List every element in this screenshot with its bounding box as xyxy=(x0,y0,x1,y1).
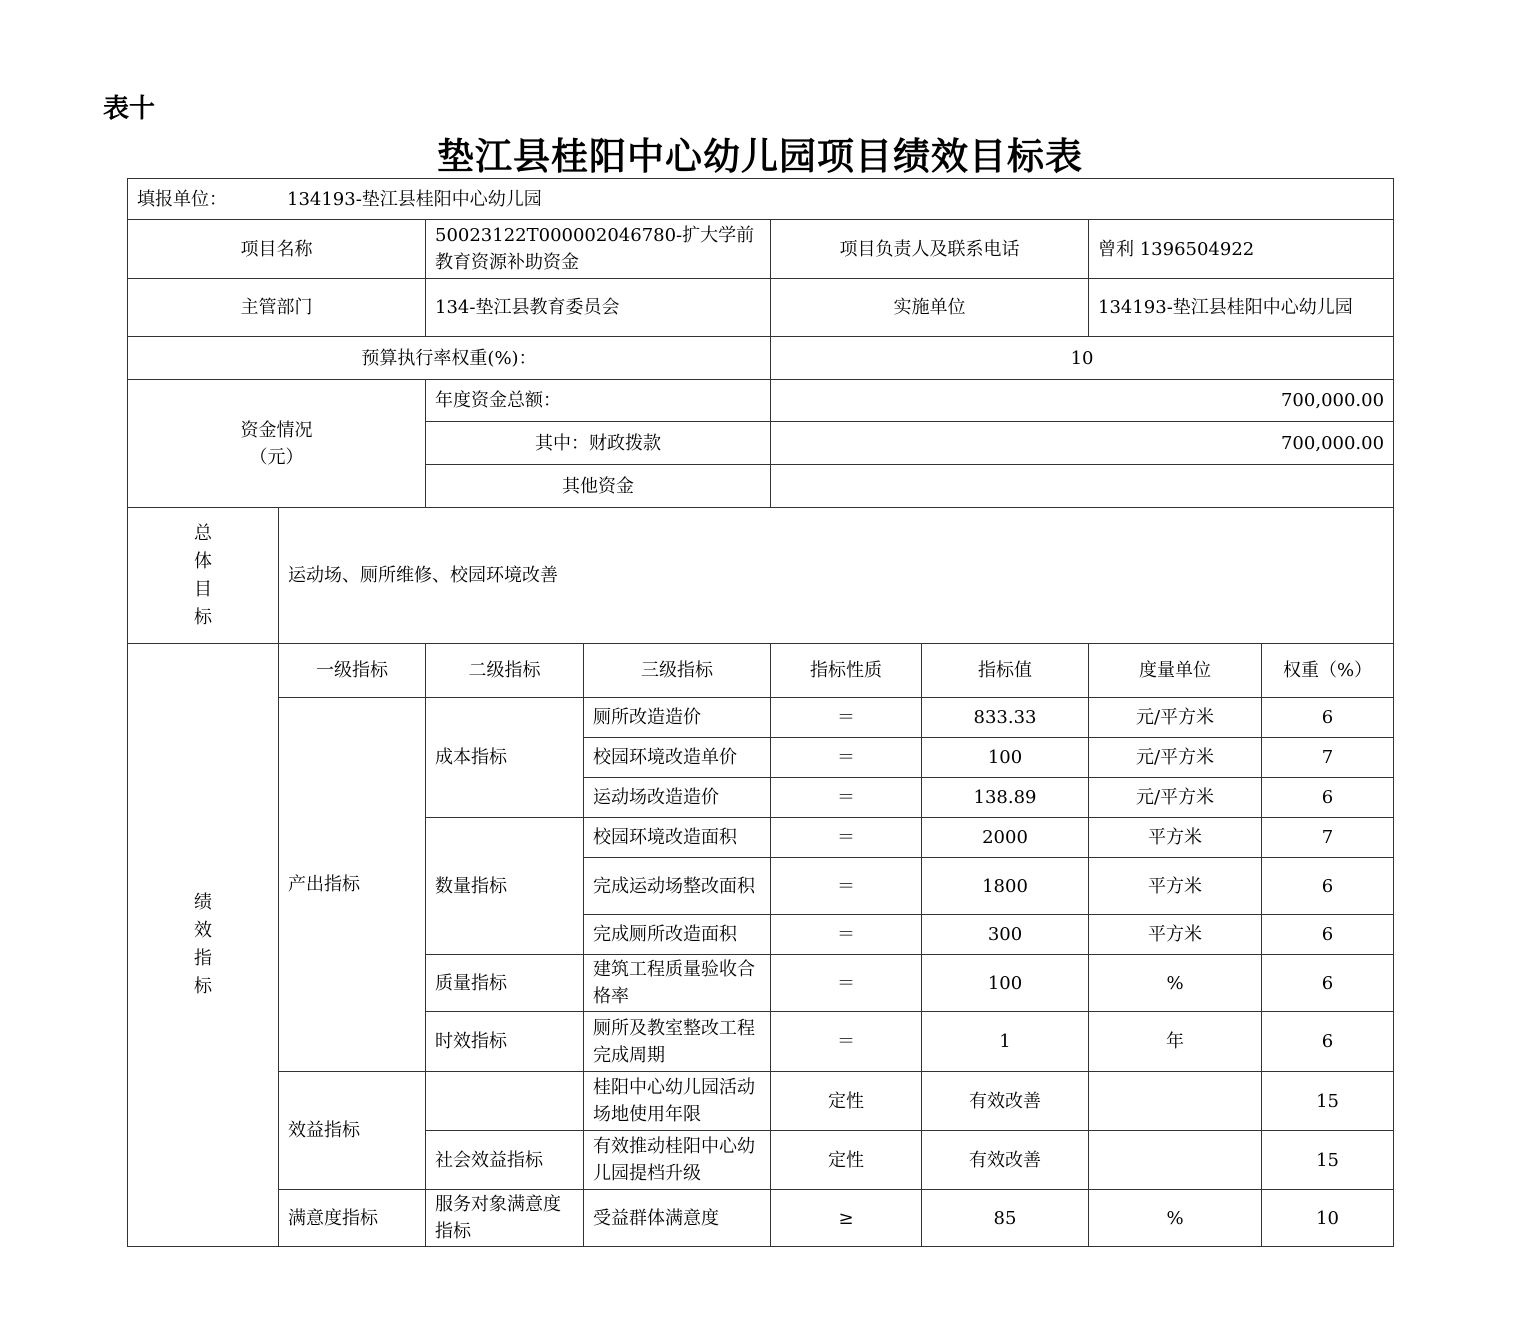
header-weight: 权重（%） xyxy=(1262,644,1394,698)
project-name-label: 项目名称 xyxy=(128,220,426,279)
indicator-value: 85 xyxy=(922,1190,1089,1247)
report-unit-value: 134193-垫江县桂阳中心幼儿园 xyxy=(287,188,542,210)
indicator-weight: 7 xyxy=(1262,818,1394,858)
project-name-row xyxy=(128,220,1394,279)
level2-service-satisfaction: 服务对象满意度指标 xyxy=(426,1190,584,1247)
level2-quantity: 数量指标 xyxy=(426,818,584,955)
indicator-name: 受益群体满意度 xyxy=(584,1190,771,1247)
indicator-name: 有效推动桂阳中心幼儿园提档升级 xyxy=(584,1131,771,1190)
indicator-value: 300 xyxy=(922,915,1089,955)
header-level2: 二级指标 xyxy=(426,644,584,698)
indicator-unit: 平方米 xyxy=(1089,818,1262,858)
indicator-nature: ＝ xyxy=(771,858,922,915)
indicator-weight: 6 xyxy=(1262,915,1394,955)
level2-cost: 成本指标 xyxy=(426,698,584,818)
indicator-name: 厕所及教室整改工程完成周期 xyxy=(584,1012,771,1072)
indicator-nature: 定性 xyxy=(771,1072,922,1131)
indicator-value: 1800 xyxy=(922,858,1089,915)
header-level3: 三级指标 xyxy=(584,644,771,698)
budget-weight-row xyxy=(128,337,1394,380)
performance-indicator-label xyxy=(128,644,279,1247)
indicator-unit xyxy=(1089,1131,1262,1190)
indicator-unit: 元/平方米 xyxy=(1089,738,1262,778)
level1-satisfaction: 满意度指标 xyxy=(279,1190,426,1247)
header-unit: 度量单位 xyxy=(1089,644,1262,698)
indicator-weight: 15 xyxy=(1262,1131,1394,1190)
indicator-unit: 元/平方米 xyxy=(1089,778,1262,818)
header-level1: 一级指标 xyxy=(279,644,426,698)
department-value: 134-垫江县教育委员会 xyxy=(426,279,771,337)
indicator-name: 运动场改造造价 xyxy=(584,778,771,818)
indicator-unit: 元/平方米 xyxy=(1089,698,1262,738)
level2-social-benefit: 社会效益指标 xyxy=(426,1131,584,1190)
table-row xyxy=(128,1072,1394,1131)
implementing-unit-label: 实施单位 xyxy=(771,279,1089,337)
header-value: 指标值 xyxy=(922,644,1089,698)
funds-other-value xyxy=(771,465,1394,508)
indicator-name: 桂阳中心幼儿园活动场地使用年限 xyxy=(584,1072,771,1131)
budget-weight-label: 预算执行率权重(%)： xyxy=(128,337,771,380)
indicator-weight: 15 xyxy=(1262,1072,1394,1131)
indicator-nature: ＝ xyxy=(771,698,922,738)
indicator-value: 有效改善 xyxy=(922,1131,1089,1190)
table-row xyxy=(128,1190,1394,1247)
indicator-value: 2000 xyxy=(922,818,1089,858)
indicator-nature: ≥ xyxy=(771,1190,922,1247)
indicator-weight: 10 xyxy=(1262,1190,1394,1247)
level1-output: 产出指标 xyxy=(279,698,426,1072)
indicator-value: 138.89 xyxy=(922,778,1089,818)
performance-target-table xyxy=(127,178,1394,1247)
indicator-value: 有效改善 xyxy=(922,1072,1089,1131)
indicator-nature: ＝ xyxy=(771,915,922,955)
overall-goal-content: 运动场、厕所维修、校园环境改善 xyxy=(279,508,1394,644)
indicator-name: 完成运动场整改面积 xyxy=(584,858,771,915)
level2-timeliness: 时效指标 xyxy=(426,1012,584,1072)
indicator-unit: 平方米 xyxy=(1089,858,1262,915)
table-number: 表十 xyxy=(103,94,156,124)
report-unit-label: 填报单位： xyxy=(137,188,227,210)
department-row xyxy=(128,279,1394,337)
funds-total-row xyxy=(128,380,1394,422)
indicator-nature: ＝ xyxy=(771,778,922,818)
indicator-name: 完成厕所改造面积 xyxy=(584,915,771,955)
indicator-weight: 6 xyxy=(1262,858,1394,915)
funds-label-text: 资金情况 xyxy=(240,419,313,441)
indicator-unit: % xyxy=(1089,1190,1262,1247)
table-row xyxy=(128,698,1394,738)
indicator-name: 校园环境改造面积 xyxy=(584,818,771,858)
contact-value: 曾利 1396504922 xyxy=(1089,220,1394,279)
indicator-nature: 定性 xyxy=(771,1131,922,1190)
indicator-header-row xyxy=(128,644,1394,698)
performance-indicator-label-text: 绩效指标 xyxy=(193,892,212,997)
indicator-name: 校园环境改造单价 xyxy=(584,738,771,778)
funds-fiscal-value: 700,000.00 xyxy=(771,422,1394,465)
funds-total-label: 年度资金总额： xyxy=(426,380,771,422)
funds-label xyxy=(128,380,426,508)
overall-goal-label-text: 总体目标 xyxy=(193,522,212,628)
funds-unit-text: （元） xyxy=(249,446,304,468)
indicator-weight: 6 xyxy=(1262,1012,1394,1072)
indicator-weight: 6 xyxy=(1262,778,1394,818)
indicator-nature: ＝ xyxy=(771,738,922,778)
department-label: 主管部门 xyxy=(128,279,426,337)
indicator-weight: 6 xyxy=(1262,698,1394,738)
overall-goal-label xyxy=(128,508,279,644)
indicator-value: 833.33 xyxy=(922,698,1089,738)
indicator-name: 厕所改造造价 xyxy=(584,698,771,738)
page-title: 垫江县桂阳中心幼儿园项目绩效目标表 xyxy=(437,134,1083,178)
header-nature: 指标性质 xyxy=(771,644,922,698)
indicator-nature: ＝ xyxy=(771,955,922,1012)
report-unit-row xyxy=(128,179,1394,220)
budget-weight-value: 10 xyxy=(771,337,1394,380)
funds-other-label: 其他资金 xyxy=(426,465,771,508)
overall-goal-row xyxy=(128,508,1394,644)
level2-empty xyxy=(426,1072,584,1131)
indicator-unit: % xyxy=(1089,955,1262,1012)
indicator-unit: 平方米 xyxy=(1089,915,1262,955)
indicator-value: 100 xyxy=(922,738,1089,778)
indicator-nature: ＝ xyxy=(771,818,922,858)
contact-label: 项目负责人及联系电话 xyxy=(771,220,1089,279)
indicator-unit xyxy=(1089,1072,1262,1131)
report-unit-cell xyxy=(128,179,1394,220)
project-name-value: 50023122T000002046780-扩大学前教育资源补助资金 xyxy=(426,220,771,279)
level2-quality: 质量指标 xyxy=(426,955,584,1012)
funds-fiscal-label: 其中：财政拨款 xyxy=(426,422,771,465)
indicator-name: 建筑工程质量验收合格率 xyxy=(584,955,771,1012)
funds-total-value: 700,000.00 xyxy=(771,380,1394,422)
indicator-unit: 年 xyxy=(1089,1012,1262,1072)
indicator-nature: ＝ xyxy=(771,1012,922,1072)
indicator-value: 100 xyxy=(922,955,1089,1012)
level1-benefit: 效益指标 xyxy=(279,1072,426,1190)
implementing-unit-value: 134193-垫江县桂阳中心幼儿园 xyxy=(1089,279,1394,337)
indicator-weight: 7 xyxy=(1262,738,1394,778)
indicator-value: 1 xyxy=(922,1012,1089,1072)
indicator-weight: 6 xyxy=(1262,955,1394,1012)
